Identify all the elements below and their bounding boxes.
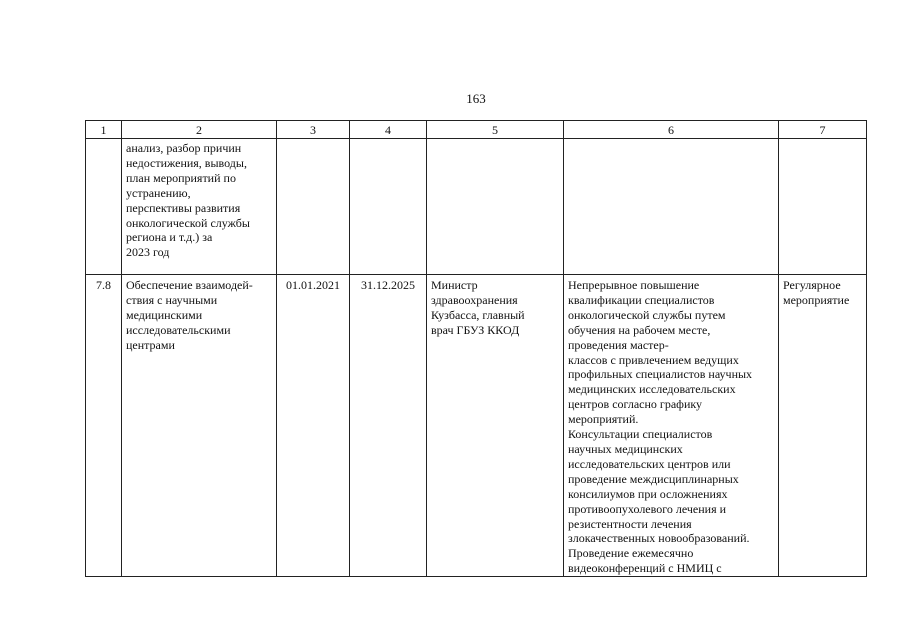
cell-end-date bbox=[350, 139, 427, 275]
page-number: 163 bbox=[466, 91, 486, 106]
header-cell-2: 2 bbox=[122, 121, 277, 139]
cell-number bbox=[86, 139, 122, 275]
cell-responsible bbox=[427, 139, 564, 275]
table-row-continuation bbox=[86, 139, 867, 275]
cell-activity: Обеспечение взаимодей- ствия с научными медицинскими исследовательскими центрами bbox=[122, 275, 277, 577]
header-cell-3: 3 bbox=[277, 121, 350, 139]
header-cell-6: 6 bbox=[564, 121, 779, 139]
plan-table bbox=[85, 120, 867, 577]
cell-type: Регулярное мероприятие bbox=[779, 275, 867, 577]
cell-activity: анализ, разбор причин недостижения, выводы, план мероприятий по устранению, перспективы развития онкологической службы региона и т.д.) за 2023 год bbox=[122, 139, 277, 275]
cell-number: 7.8 bbox=[86, 275, 122, 577]
cell-description bbox=[564, 139, 779, 275]
cell-start-date bbox=[277, 139, 350, 275]
table-row-7-8 bbox=[86, 275, 867, 577]
cell-description: Непрерывное повышение квалификации специалистов онкологической службы путем обучения на рабочем месте, проведения мастер- классов с привлечением ведущих профильных специалистов научных медицинских исследовательских центров согласно графику мероприятий. Консультации специалистов научных медицинских исследовательских центров или проведение междисциплинарных консилиумов при осложнениях противоопухолевого лечения и резистентности лечения злокачественных новообразований. Проведение ежемесячно видеоконференций с НМИЦ с bbox=[564, 275, 779, 577]
header-cell-4: 4 bbox=[350, 121, 427, 139]
cell-responsible: Министр здравоохранения Кузбасса, главный врач ГБУЗ ККОД bbox=[427, 275, 564, 577]
table-header-row bbox=[86, 121, 867, 139]
header-cell-1: 1 bbox=[86, 121, 122, 139]
cell-end-date: 31.12.2025 bbox=[350, 275, 427, 577]
header-cell-5: 5 bbox=[427, 121, 564, 139]
cell-type bbox=[779, 139, 867, 275]
header-cell-7: 7 bbox=[779, 121, 867, 139]
cell-start-date: 01.01.2021 bbox=[277, 275, 350, 577]
